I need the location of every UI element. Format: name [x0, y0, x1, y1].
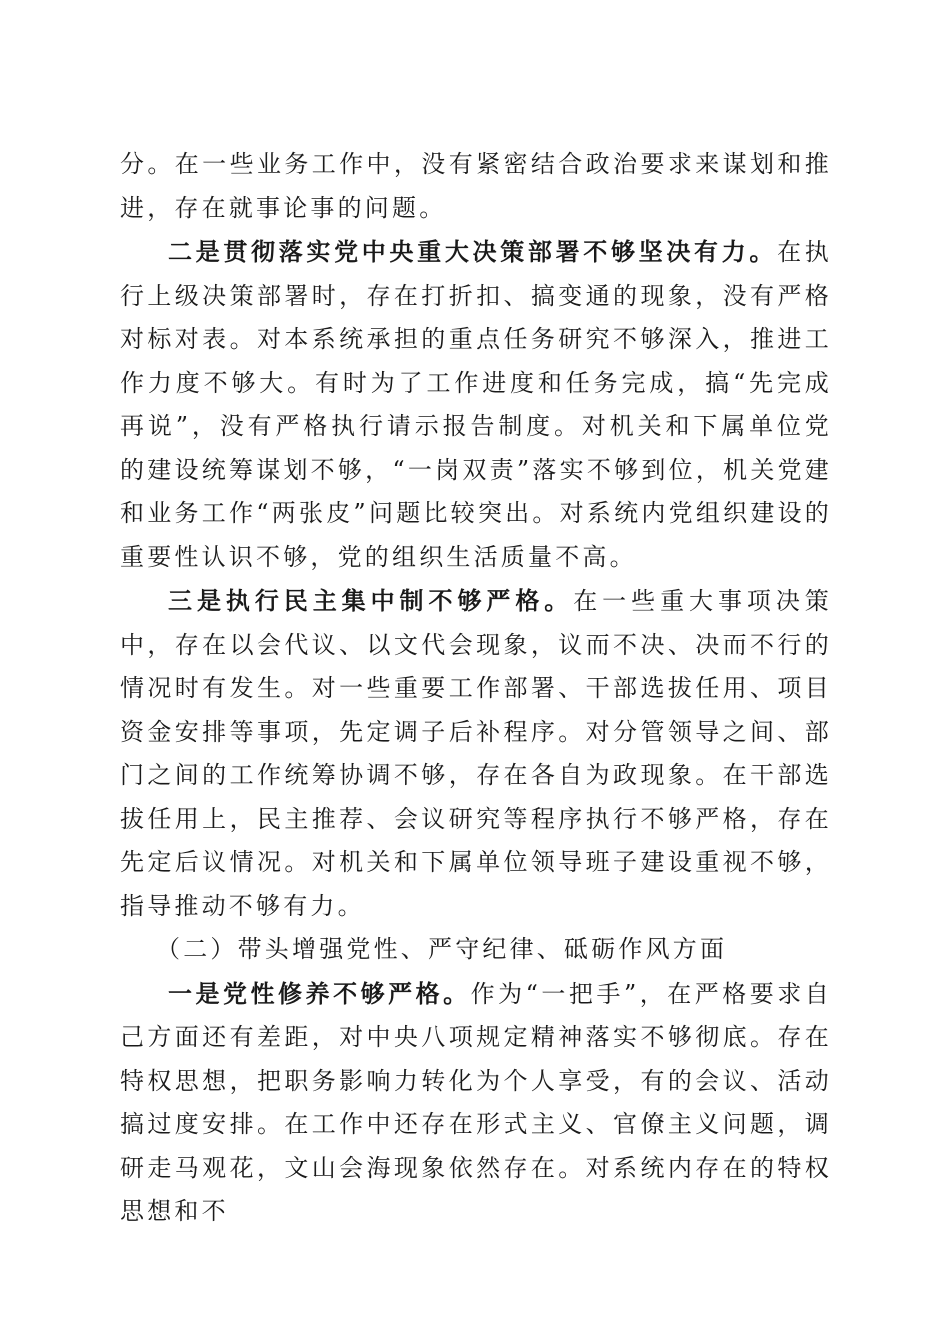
paragraph-heading: 二是贯彻落实党中央重大决策部署不够坚决有力。 — [168, 237, 778, 266]
paragraph-heading: 三是执行民主集中制不够严格。 — [168, 586, 574, 615]
paragraph-point-three — [120, 579, 832, 928]
paragraph-body: 分。在一些业务工作中，没有紧密结合政治要求来谋划和推进，存在就事论事的问题。 — [120, 150, 832, 222]
paragraph-body: 在一些重大事项决策中，存在以会代议、以文代会现象，议而不决、决而不行的情况时有发生。对一些重要工作部署、干部选拔任用、项目资金安排等事项，先定调子后补程序。对分管领导之间、部门之间的工作统筹协调不够，存在各自为政现象。在干部选拔任用上，民主推荐、会议研究等程序执行不够严格，存在先定后议情况。对机关和下属单位领导班子建设重视不够，指导推动不够有力。 — [120, 587, 832, 920]
section-title-text: （二）带头增强党性、严守纪律、砥砺作风方面 — [156, 935, 728, 963]
paragraph-point-one — [120, 972, 832, 1234]
paragraph-continuation — [120, 143, 832, 230]
paragraph-body: 在执行上级决策部署时，存在打折扣、搞变通的现象，没有严格对标对表。对本系统承担的重点任务研究不够深入，推进工作力度不够大。有时为了工作进度和任务完成，搞“先完成再说”，没有严格执行请示报告制度。对机关和下属单位党的建设统筹谋划不够，“一岗双责”落实不够到位，机关党建和业务工作“两张皮”问题比较突出。对系统内党组织建设的重要性认识不够，党的组织生活质量不高。 — [120, 238, 832, 571]
paragraph-heading: 一是党性修养不够严格。 — [168, 978, 471, 1008]
paragraph-body: 作为“一把手”，在严格要求自己方面还有差距，对中央八项规定精神落实不够彻底。存在特权思想，把职务影响力转化为个人享受，有的会议、活动搞过度安排。在工作中还存在形式主义、官僚主义问题，调研走马观花，文山会海现象依然存在。对系统内存在的特权思想和不 — [120, 979, 833, 1225]
paragraph-point-two — [120, 230, 832, 579]
document-body — [120, 143, 832, 1234]
section-title — [120, 928, 832, 972]
